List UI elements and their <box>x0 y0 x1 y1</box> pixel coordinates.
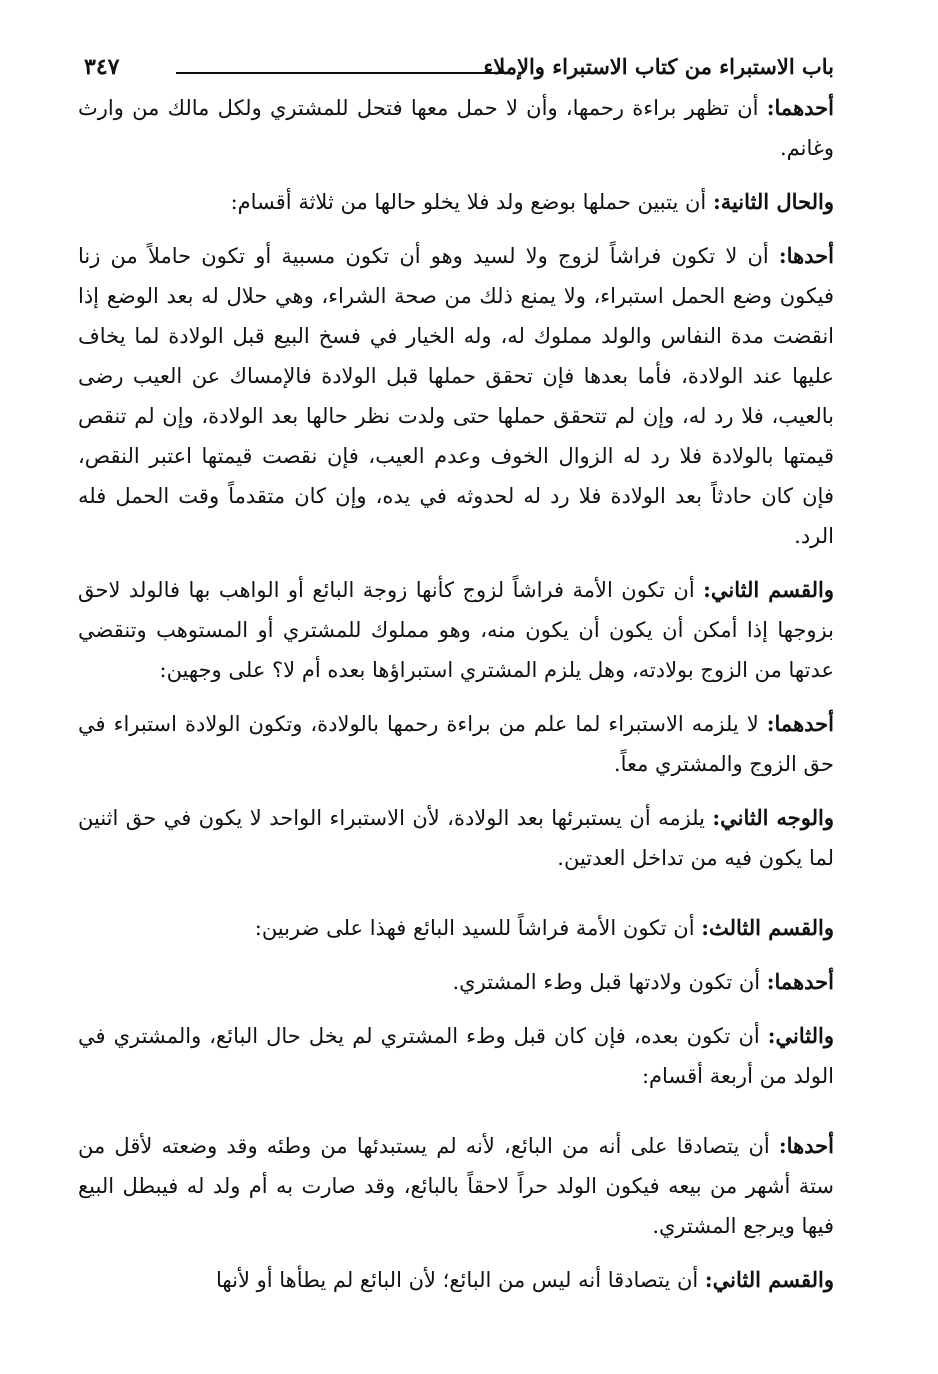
paragraph-lead: والوجه الثاني: <box>712 805 834 830</box>
page-number: ٣٤٧ <box>84 54 120 80</box>
paragraph-lead: والقسم الثاني: <box>703 577 834 602</box>
paragraph-lead: أحدها: <box>778 243 834 268</box>
paragraph-lead: أحدهما: <box>766 95 834 120</box>
paragraph <box>78 236 834 556</box>
paragraph-text: لا يلزمه الاستبراء لما علم من براءة رحمها بالولادة، وتكون الولادة استبراء في حق الزوج والمشتري معاً. <box>78 712 834 776</box>
paragraph-text: أن تكون ولادتها قبل وطء المشتري. <box>452 970 767 994</box>
paragraph <box>78 570 834 690</box>
paragraph <box>78 1260 834 1300</box>
paragraph-text: أن يتصادقا على أنه من البائع، لأنه لم يستبدئها من وطئه وقد وضعته لأقل من ستة أشهر من بيعه فيكون الولد حراً لاحقاً بالبائع، وقد صارت به أم ولد له فيبطل البيع فيها ويرجع المشتري. <box>78 1134 834 1238</box>
paragraph <box>78 908 834 948</box>
paragraph-lead: أحدهما: <box>766 711 834 736</box>
paragraph-text: أن تكون الأمة فراشاً لزوج كأنها زوجة البائع أو الواهب بها فالولد لاحق بزوجها إذا أمكن أن يكون أن يكون منه، وهو مملوك للمشتري أو المستوهب وتنقضي عدتها من الزوج بولادته، وهل يلزم المشتري استبراؤها بعده أم لا؟ على وجهين: <box>78 578 834 682</box>
paragraph-lead: والثاني: <box>767 1023 834 1048</box>
paragraph-text: أن تكون بعده، فإن كان قبل وطء المشتري لم يخل حال البائع، والمشتري في الولد من أربعة أقسام: <box>78 1024 834 1088</box>
paragraph-text: أن يتصادقا أنه ليس من البائع؛ لأن البائع لم يطأها أو لأنها <box>216 1268 705 1292</box>
paragraph <box>78 1016 834 1096</box>
paragraph <box>78 704 834 784</box>
paragraph-text: أن يتبين حملها بوضع ولد فلا يخلو حالها من ثلاثة أقسام: <box>230 190 713 214</box>
paragraph <box>78 962 834 1002</box>
paragraph <box>78 1126 834 1246</box>
paragraph-text: أن لا تكون فراشاً لزوج ولا لسيد وهو أن تكون مسبية أو تكون حاملاً من زنا فيكون وضع الحمل استبراء، ولا يمنع ذلك من صحة الشراء، وهي حلال له بعد الوضع إذا انقضت مدة النفاس والولد مملوك له، وله الخيار في فسخ البيع قبل الولادة لما يخاف عليها عند الولادة، فأما بعدها فإن تحقق حملها قبل الولادة فالإمساك عن العيب رضى بالعيب، فلا رد له، وإن لم تتحقق حملها حتى ولدت نظر حالها بعد الولادة، وإن لم تنقص قيمتها بالولادة فلا رد له الزوال الخوف وعدم العيب، فإن نقصت قيمتها اعتبر النقص، فإن كان حادثاً بعد الولادة فلا رد له لحدوثه في يده، وإن كان متقدماً وقت الحمل فله الرد. <box>78 244 834 548</box>
paragraph-text: يلزمه أن يستبرئها بعد الولادة، لأن الاستبراء الواحد لا يكون في حق اثنين لما يكون فيه من تداخل العدتين. <box>78 806 834 870</box>
paragraph <box>78 798 834 878</box>
paragraph-lead: والقسم الثالث: <box>701 915 834 940</box>
header-rule <box>176 72 512 74</box>
paragraph <box>78 88 834 168</box>
running-title: باب الاستبراء من كتاب الاستبراء والإملاء <box>483 54 834 79</box>
paragraph-lead: والحال الثانية: <box>712 189 834 214</box>
paragraph-lead: أحدها: <box>778 1133 834 1158</box>
paragraph-text: أن تظهر براءة رحمها، وأن لا حمل معها فتحل للمشتري ولكل مالك من وارث وغانم. <box>78 96 834 160</box>
running-head <box>78 44 834 86</box>
paragraph-text: أن تكون الأمة فراشاً للسيد البائع فهذا على ضربين: <box>254 916 702 940</box>
paragraph-lead: أحدهما: <box>766 969 834 994</box>
paragraph <box>78 182 834 222</box>
paragraph-lead: والقسم الثاني: <box>704 1267 834 1292</box>
